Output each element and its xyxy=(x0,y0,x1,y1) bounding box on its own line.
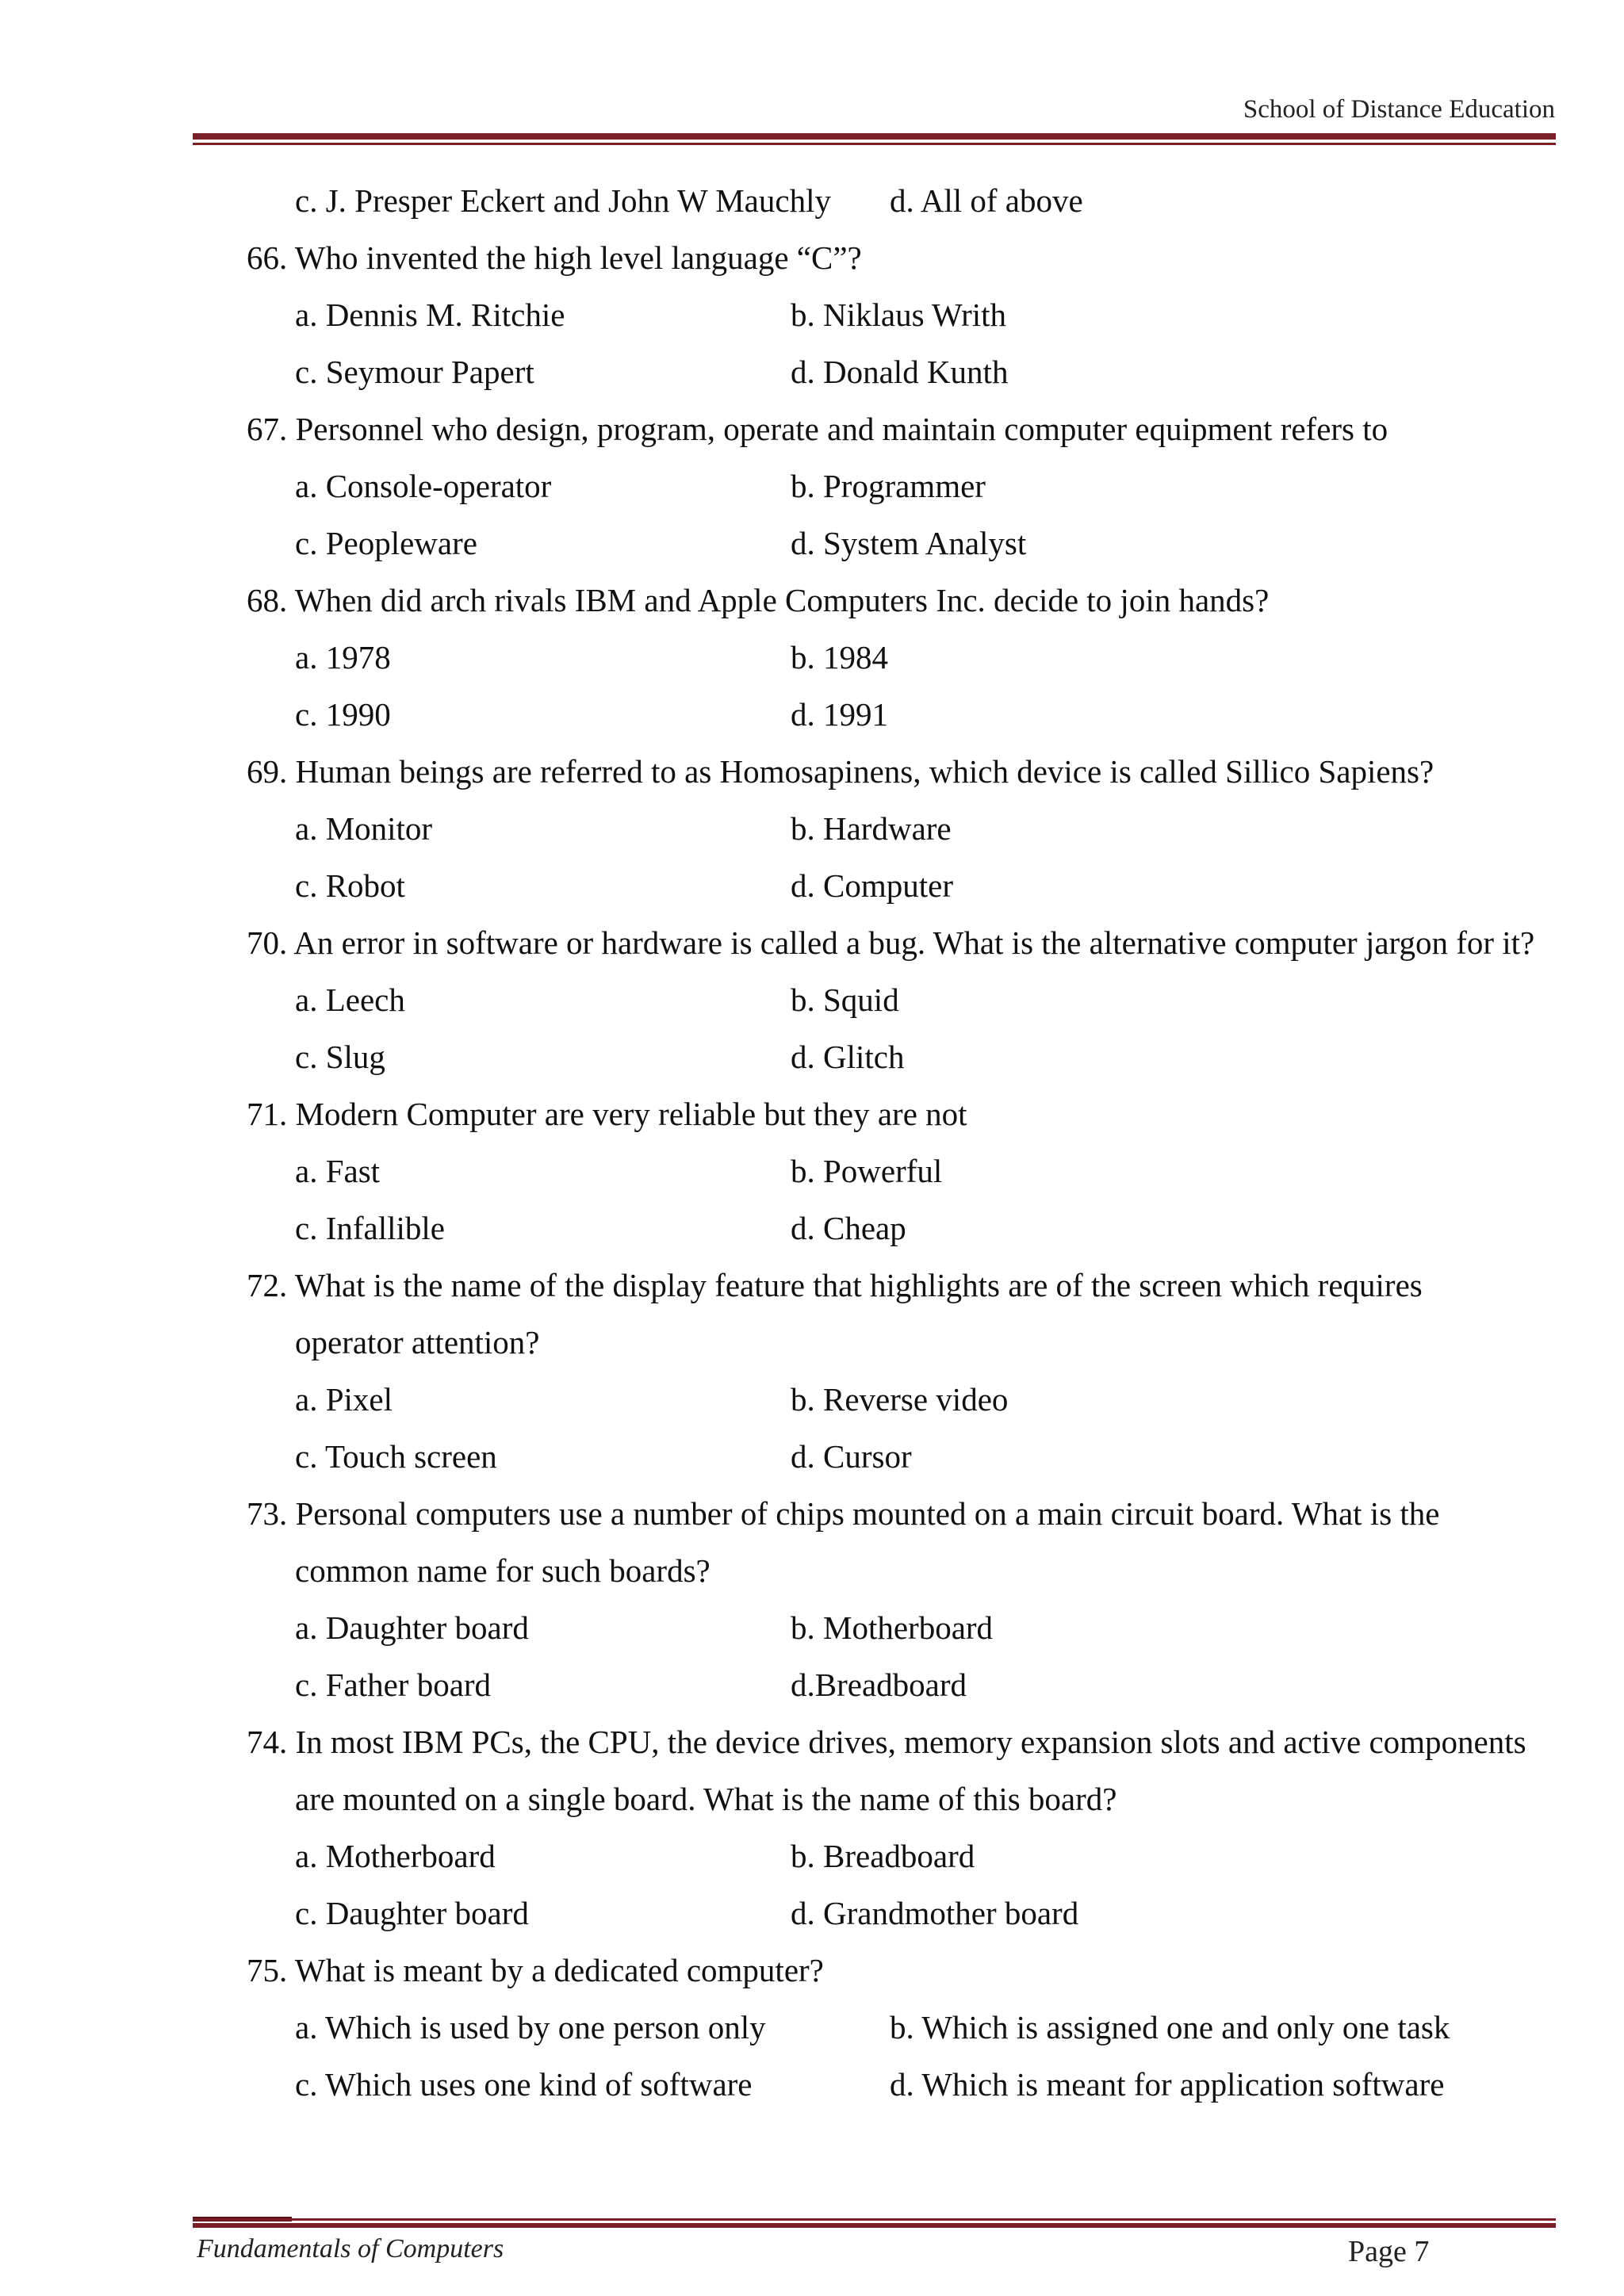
q74-option-b: b. Breadboard xyxy=(791,1838,975,1874)
page-number: Page 7 xyxy=(1348,2235,1430,2268)
question-68: 68. When did arch rivals IBM and Apple Computers Inc. decide to join hands? xyxy=(247,582,1270,618)
question-73: 73. Personal computers use a number of chips mounted on a main circuit board. What is the xyxy=(247,1495,1440,1532)
q69-option-d: d. Computer xyxy=(791,867,953,904)
question-66: 66. Who invented the high level language “C”? xyxy=(247,239,862,276)
q68-option-c: c. 1990 xyxy=(295,696,391,733)
q74-option-c: c. Daughter board xyxy=(295,1895,529,1931)
q67-option-a: a. Console-operator xyxy=(295,468,552,504)
q71-option-a: a. Fast xyxy=(295,1153,381,1189)
q69-option-b: b. Hardware xyxy=(791,810,952,847)
q73-option-c: c. Father board xyxy=(295,1667,492,1703)
question-71: 71. Modern Computer are very reliable but they are not xyxy=(247,1096,967,1132)
header-rule-thin xyxy=(193,143,1556,145)
q67-option-b: b. Programmer xyxy=(791,468,986,504)
question-75: 75. What is meant by a dedicated computer? xyxy=(247,1952,824,1988)
q68-option-d: d. 1991 xyxy=(791,696,888,733)
question-69: 69. Human beings are referred to as Homosapinens, which device is called Sillico Sapiens? xyxy=(247,753,1434,790)
q67-option-d: d. System Analyst xyxy=(791,525,1027,561)
q69-option-c: c. Robot xyxy=(295,867,405,904)
q66-option-d: d. Donald Kunth xyxy=(791,354,1009,390)
q72-option-b: b. Reverse video xyxy=(791,1381,1009,1418)
question-67: 67. Personnel who design, program, operate and maintain computer equipment refers to xyxy=(247,411,1388,447)
q73-option-d: d.Breadboard xyxy=(791,1667,967,1703)
q65-option-d: d. All of above xyxy=(890,182,1083,219)
question-70: 70. An error in software or hardware is called a bug. What is the alternative computer jargon for it? xyxy=(247,924,1535,961)
footer-rule-thick xyxy=(193,2223,1556,2228)
q70-option-b: b. Squid xyxy=(791,982,899,1018)
header-rule-thick xyxy=(193,133,1556,140)
q75-option-a: a. Which is used by one person only xyxy=(295,2009,766,2045)
question-72: 72. What is the name of the display feature that highlights are of the screen which requires xyxy=(247,1267,1423,1303)
q68-option-a: a. 1978 xyxy=(295,639,391,675)
q65-option-c: c. J. Presper Eckert and John W Mauchly xyxy=(295,182,831,219)
question-74-continued: are mounted on a single board. What is the name of this board? xyxy=(295,1781,1117,1817)
q73-option-a: a. Daughter board xyxy=(295,1609,529,1646)
q68-option-b: b. 1984 xyxy=(791,639,888,675)
footer-course-title: Fundamentals of Computers xyxy=(197,2234,504,2263)
q69-option-a: a. Monitor xyxy=(295,810,433,847)
q73-option-b: b. Motherboard xyxy=(791,1609,994,1646)
q75-option-c: c. Which uses one kind of software xyxy=(295,2066,753,2103)
footer-rule-thin xyxy=(193,2218,1556,2221)
question-73-continued: common name for such boards? xyxy=(295,1552,710,1589)
q66-option-a: a. Dennis M. Ritchie xyxy=(295,297,565,333)
q74-option-d: d. Grandmother board xyxy=(791,1895,1079,1931)
q67-option-c: c. Peopleware xyxy=(295,525,477,561)
q71-option-b: b. Powerful xyxy=(791,1153,943,1189)
q71-option-c: c. Infallible xyxy=(295,1210,445,1246)
q75-option-b: b. Which is assigned one and only one task xyxy=(890,2009,1450,2045)
q75-option-d: d. Which is meant for application software xyxy=(890,2066,1445,2103)
q72-option-a: a. Pixel xyxy=(295,1381,393,1418)
q70-option-c: c. Slug xyxy=(295,1039,385,1075)
q72-option-c: c. Touch screen xyxy=(295,1438,497,1475)
question-72-continued: operator attention? xyxy=(295,1324,540,1360)
q70-option-d: d. Glitch xyxy=(791,1039,905,1075)
q72-option-d: d. Cursor xyxy=(791,1438,912,1475)
q74-option-a: a. Motherboard xyxy=(295,1838,496,1874)
q70-option-a: a. Leech xyxy=(295,982,405,1018)
q66-option-c: c. Seymour Papert xyxy=(295,354,534,390)
q71-option-d: d. Cheap xyxy=(791,1210,906,1246)
question-74: 74. In most IBM PCs, the CPU, the device drives, memory expansion slots and active components xyxy=(247,1724,1526,1760)
q66-option-b: b. Niklaus Writh xyxy=(791,297,1007,333)
page-header-title: School of Distance Education xyxy=(1243,95,1555,124)
